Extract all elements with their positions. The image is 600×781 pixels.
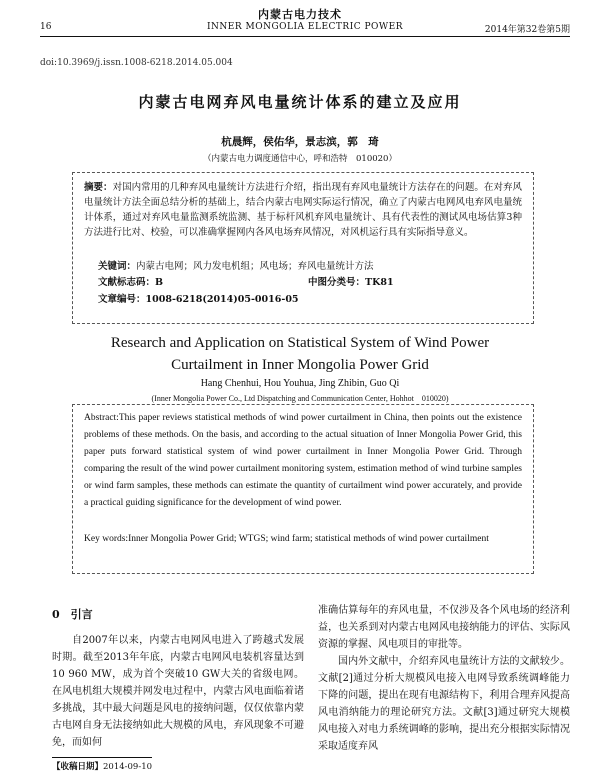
- running-header: [40, 22, 570, 36]
- body-column-right: [318, 602, 570, 755]
- received-date: [52, 760, 152, 772]
- title-cn: 内蒙古电网弃风电量统计体系的建立及应用: [138, 93, 462, 111]
- keywords-en-label: Key words:: [84, 534, 129, 544]
- abstract-en: [84, 410, 522, 512]
- abstract-en-label: Abstract:: [84, 413, 119, 423]
- journal-name-cn: 内蒙古电力技术: [258, 8, 342, 21]
- title-en-line1: Research and Application on Statistical System of Wind Power: [110, 335, 490, 351]
- class-no-label: 中图分类号：: [308, 277, 366, 288]
- issue-info: 2014年第32卷第5期: [484, 25, 570, 35]
- paragraph: 自2007年以来，内蒙古电网风电进入了跨越式发展时期。截至2013年年底，内蒙古电网风电装机容量达到10 960 MW，成为首个突破10 GW大关的省级电网。在风电机组大规模并网发电过程中，内蒙古风电面临着诸多挑战，其中最大问题是风电的接纳问题，仅仅依靠内蒙古电网自身无法接纳如此大规模的风电，弃风现象不可避免，而如何: [52, 635, 304, 748]
- authors-cn: 杭晨辉，侯佑华，景志滨，郭 琦: [221, 136, 379, 148]
- article-number: [98, 291, 299, 305]
- keywords-cn-label: 关键词：: [98, 261, 137, 272]
- section-heading: 0 引言: [52, 608, 93, 621]
- doc-code: [98, 277, 163, 288]
- class-no: [308, 274, 394, 288]
- doi: doi:10.3969/j.issn.1008-6218.2014.05.004: [40, 58, 233, 68]
- title-en: [0, 332, 600, 376]
- article-no-value: 1008-6218(2014)05-0016-05: [145, 294, 299, 305]
- abstract-cn: [84, 180, 522, 240]
- header-rule: [40, 36, 570, 37]
- body-column-left: [52, 632, 304, 751]
- keywords-en: [84, 531, 522, 548]
- journal-name-en: INNER MONGOLIA ELECTRIC POWER: [206, 22, 404, 32]
- page-number: 16: [40, 22, 52, 32]
- footnote-rule: [52, 757, 152, 758]
- affiliation-en: (Inner Mongolia Power Co., Ltd Dispatching and Communication Center, Hohhot 010020): [151, 394, 449, 403]
- keywords-en-text: Inner Mongolia Power Grid; WTGS; wind farm; statistical methods of wind power curtailment: [128, 534, 489, 544]
- abstract-cn-text: 对国内常用的几种弃风电量统计方法进行介绍，指出现有弃风电量统计方法存在的问题。在对弃风电量统计方法全面总结分析的基础上，结合内蒙古电网实际运行情况，确立了内蒙古电网风电弃风电量统计体系，通过对弃风电量监测系统监测、基于标杆风机弃风电量统计、具有代表性的测试风电场估算3种方法进行比对、校验，可以准确掌握网内各风电场弃风情况，对风机运行具有实际指导意义。: [84, 182, 522, 238]
- title-en-line2: Curtailment in Inner Mongolia Power Grid: [171, 357, 429, 373]
- doc-code-label: 文献标志码：: [98, 277, 156, 288]
- affiliation-cn: （内蒙古电力调度通信中心，呼和浩特 010020）: [203, 154, 397, 164]
- article-no-label: 文章编号：: [98, 294, 146, 305]
- classification-row: [98, 274, 518, 288]
- class-no-value: TK81: [365, 277, 394, 288]
- received-value: 2014-09-10: [103, 762, 153, 772]
- paragraph: 准确估算每年的弃风电量，不仅涉及各个风电场的经济利益，也关系到对内蒙古电网风电接纳能力的评估、实际风资源的掌握、风电项目的审批等。: [318, 605, 570, 650]
- received-label: 【收稿日期】: [52, 762, 104, 772]
- abstract-cn-label: 摘要：: [84, 182, 113, 193]
- paragraph: 国内外文献中，介绍弃风电量统计方法的文献较少。文献[2]通过分析大规模风电接入电网导致系统调峰能力下降的问题，提出在现有电源结构下，利用合理弃风提高风电消纳能力的理论研究方法。文献[3]通过研究大规模风电接入对电力系统调峰的影响，提出充分根据实际情况采取适度弃风: [318, 656, 570, 752]
- keywords-cn-text: 内蒙古电网；风力发电机组；风电场；弃风电量统计方法: [136, 261, 374, 272]
- abstract-en-text: This paper reviews statistical methods of wind power curtailment in China, then points out the existence problems of these methods. On the basis, and according to the actual situation of Inner Mongolia Power Grid, this paper puts forward statistical system of wind power curtailment in Inner Mongolia Power Grid. Through comparing the result of the wind power curtailment monitoring system, estimation method of wind turbine samples or wind farm samples, these methods can estimate the quantity of curtailment wind power accurately, and provide a practical guiding significance for the development of wind power.: [84, 413, 522, 508]
- keywords-cn: [98, 258, 518, 272]
- authors-en: Hang Chenhui, Hou Youhua, Jing Zhibin, Guo Qi: [200, 378, 400, 389]
- doc-code-value: B: [155, 277, 164, 288]
